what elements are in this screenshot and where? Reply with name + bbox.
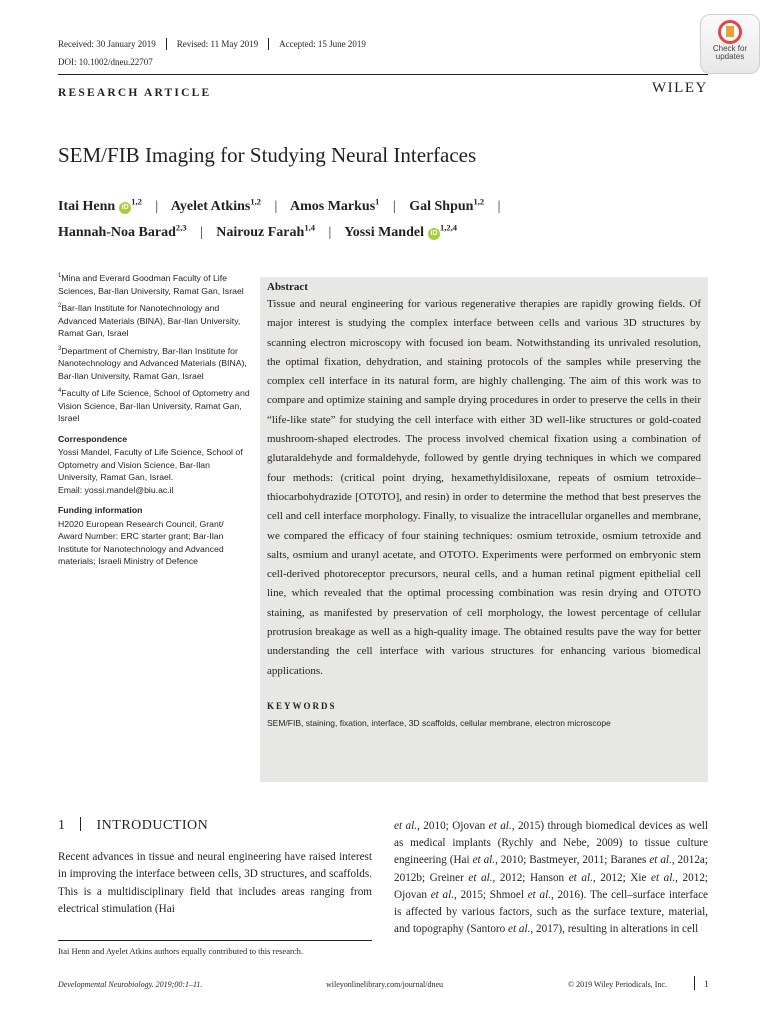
orcid-icon[interactable]: iD (119, 202, 131, 214)
divider (268, 38, 269, 50)
abstract-box (260, 277, 708, 782)
article-info-sidebar (58, 272, 250, 568)
abstract-text: Tissue and neural engineering for various regenerative therapies are rapidly growing fields. Of major interest is studying the complex interface between cells and various 3D structures by scanning electron microscopy with focused ion beam. Notwithstanding its unrivaled resolution, the optimal fixation, dehydration, and staining protocols of the samples while preserving the complex cell interface in its natural form, are highly challenging. The aim of this work was to compare and optimize staining and sample drying procedures in order to preserve the cells in their “life-like state” for studying the cell interface with either 3D well-like structures or gold-coated mushroom-shaped electrodes. The process involved chemical fixation using a combination of glutaraldehyde and formaldehyde, followed by gentle drying techniques in which we compared four methods: (critical point drying, hexamethyldisiloxane, repeats of osmium tetroxide–thiocarbohydrazide [OTOTO], and resin) in order to determine the method that best preserves the cell and cell interface morphology. Finally, to visualize the intracellular organelles and membrane, we compared the efficacy of four staining techniques: osmium tetroxide, osmium tetroxide and salts, osmium and uranyl acetate, and OTOTO. Experiments were performed on embryonic stem cell-derived photoreceptor precursors, neural cells, and a human retinal pigment epithelial cell line, which revealed that the optimal processing combination was resin drying and OTOTO staining, as manifested by preservation of cell morphology, the lowest percentage of cellular protrusion breakage as well as a high-quality image. The obtained results pave the way for better understanding the cell interface with various structures for enhancing various biomedical applications. (267, 298, 701, 677)
funding-heading: Funding information (58, 505, 143, 515)
footnote-rule (58, 940, 372, 941)
article-title: SEM/FIB Imaging for Studying Neural Interfaces (58, 143, 477, 167)
author[interactable]: Gal Shpun$^{1,2}$ (409, 196, 485, 214)
affiliation: $^1$Mina and Everard Goodman Faculty of Life Sciences, Bar-Ilan University, Ramat Gan, Israel (58, 273, 244, 296)
journal-url[interactable]: wileyonlinelibrary.com/journal/dneu (326, 980, 444, 989)
author[interactable]: Itai Henn iD$^{1,2}$ (58, 196, 142, 214)
header-rule (58, 74, 708, 75)
correspondence-text: Yossi Mandel, Faculty of Life Science, School of Optometry and Vision Science, Bar-Ilan University, Ramat Gan, Israel. (58, 447, 243, 482)
keywords-heading: KEYWORDS (267, 700, 337, 711)
received-date: Received: 30 January 2019 (58, 39, 156, 49)
check-updates-label-2: updates (715, 52, 745, 61)
divider (166, 38, 167, 50)
doi[interactable]: DOI: 10.1002/dneu.22707 (58, 57, 153, 67)
correspondence-heading: Correspondence (58, 433, 128, 444)
article-type: RESEARCH ARTICLE (58, 87, 212, 99)
author[interactable]: Nairouz Farah$^{1,4}$ (216, 222, 315, 240)
revised-date: Revised: 11 May 2019 (176, 39, 259, 49)
section-number: 1 (58, 818, 66, 833)
divider (80, 817, 81, 831)
body-text-col2: et al., 2010; Ojovan et al., 2015) through biomedical devices as well as medical implants (Rychly and Nebe, 2009) to tissue culture engineering (Hai et al., 2010; Bastmeyer, 2011; Baranes et al., 2012a; 2012b; Greiner et al., 2012; Hanson et al., 2012; Xie et al., 2012; Ojovan et al., 2015; Shmoel et al., 2016). The cell–surface interface is affected by various factors, such as the surface texture, material, and topography (Santoro et al., 2017), resulting in alterations in cell (394, 820, 709, 936)
page-number: 1 (704, 979, 709, 989)
accepted-date: Accepted: 15 June 2019 (279, 39, 366, 49)
author[interactable]: Hannah-Noa Barad$^{2,3}$ (58, 222, 187, 240)
journal-citation: Developmental Neurobiology. 2019;00:1–11. (58, 980, 203, 989)
copyright: © 2019 Wiley Periodicals, Inc. (568, 980, 667, 989)
affiliation: $^3$Department of Chemistry, Bar-Ilan Institute for Nanotechnology and Advanced Materials (BINA), Bar-Ilan University, Ramat Gan, Israel (58, 345, 247, 381)
correspondence-email[interactable]: Email: yossi.mandel@biu.ac.il (58, 484, 174, 495)
funding-text: H2020 European Research Council, Grant/ Award Number: ERC starter grant; Bar-Ilan Institute for Nanotechnology and Advanced materials; Israeli Ministry of Defence (58, 518, 224, 566)
abstract-heading: Abstract (267, 281, 308, 293)
footnote: Itai Henn and Ayelet Atkins authors equally contributed to this research. (58, 946, 303, 956)
orcid-icon[interactable]: iD (428, 228, 440, 240)
author-line-1: Itai Henn iD$^{1,2}$ | Ayelet Atkins$^{1,2}$ | Amos Markus$^1$ | Gal Shpun$^{1,2}$ | (58, 196, 501, 214)
affiliation: $^4$Faculty of Life Science, School of Optometry and Vision Science, Bar-Ilan University, Ramat Gan, Israel (58, 388, 250, 423)
affiliation: $^2$Bar-Ilan Institute for Nanotechnology and Advanced Materials (BINA), Bar-Ilan University, Ramat Gan, Israel (58, 303, 241, 338)
publisher-logo: WILEY (652, 80, 708, 96)
author[interactable]: Ayelet Atkins$^{1,2}$ (170, 196, 261, 214)
body-text-col1: Recent advances in tissue and neural engineering have raised interest in improving the interface between cells, 3D structures, and scaffolds. This is a multidisciplinary field that includes areas ranging from electrical stimulation (Hai (58, 851, 372, 915)
history-dates (58, 38, 366, 50)
divider (694, 976, 695, 990)
keywords-text: SEM/FIB, staining, fixation, interface, 3D scaffolds, cellular membrane, electron microscope (267, 717, 611, 728)
author[interactable]: Yossi Mandel iD$^{1,2,4}$ (344, 222, 457, 240)
section-title: INTRODUCTION (96, 818, 209, 833)
check-updates-label: Check for (712, 44, 748, 53)
check-for-updates-button[interactable] (700, 14, 760, 74)
author[interactable]: Amos Markus$^1$ (290, 196, 380, 214)
author-line-2: Hannah-Noa Barad$^{2,3}$ | Nairouz Farah$^{1,4}$ | Yossi Mandel iD$^{1,2,4}$ (58, 222, 457, 240)
bookmark-icon (718, 20, 742, 44)
section-heading (58, 817, 208, 834)
